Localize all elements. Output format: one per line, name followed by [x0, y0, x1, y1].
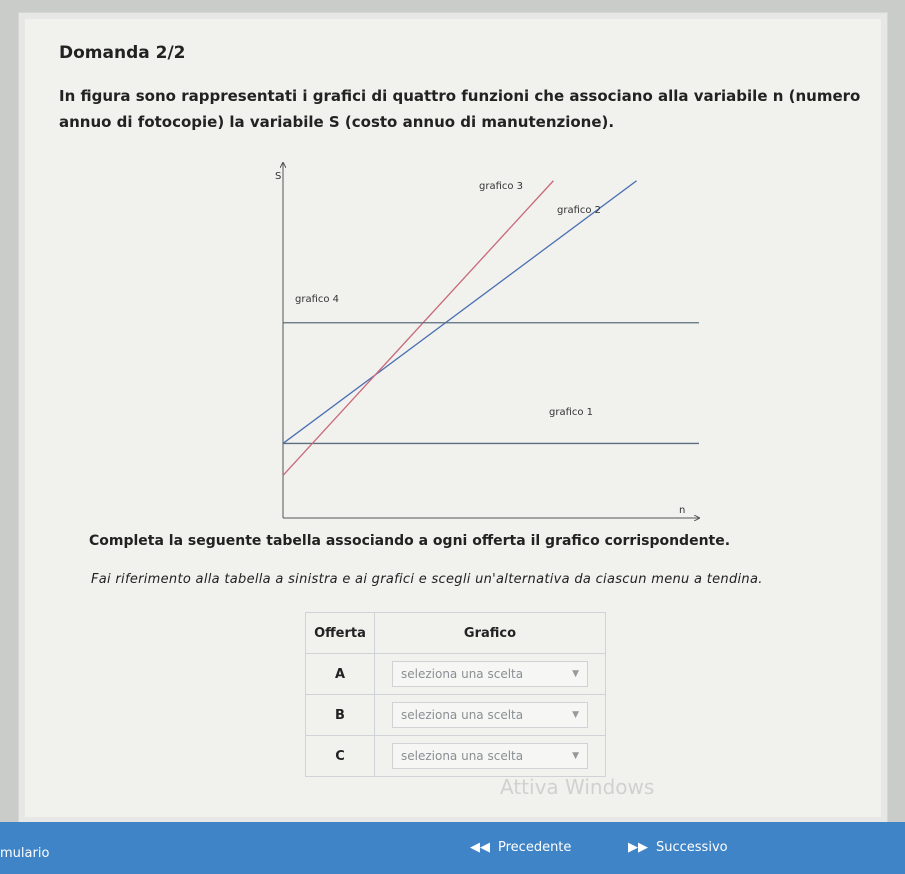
double-chevron-right-icon: ▶▶ — [628, 840, 648, 855]
series-label-4: grafico 4 — [295, 294, 340, 305]
question-title: Domanda 2/2 — [59, 43, 186, 63]
chevron-down-icon: ▼ — [572, 751, 579, 761]
series-label-1: grafico 1 — [549, 407, 594, 418]
header-offerta: Offerta — [306, 613, 375, 654]
chevron-down-icon: ▼ — [572, 710, 579, 720]
previous-label: Precedente — [498, 840, 572, 855]
table-row — [306, 695, 606, 736]
series-label-3: grafico 3 — [479, 181, 524, 192]
table-header-row — [306, 613, 606, 654]
graph-select-b[interactable] — [392, 702, 588, 728]
graph-select-a[interactable] — [392, 661, 588, 687]
footer-bar — [0, 822, 905, 874]
functions-chart — [239, 153, 719, 523]
select-value: seleziona una scelta — [401, 749, 524, 763]
reference-instruction: Fai riferimento alla tabella a sinistra e ai grafici e scegli un'alternativa da ciascun menu a tendina. — [91, 572, 763, 587]
graph-select-cell — [375, 695, 606, 736]
next-label: Successivo — [656, 840, 728, 855]
x-axis-label: n — [679, 505, 686, 516]
offer-c-cell: C — [306, 736, 375, 777]
offer-graph-table — [305, 612, 606, 777]
offer-b-cell: B — [306, 695, 375, 736]
next-button[interactable] — [628, 840, 728, 855]
select-value: seleziona una scelta — [401, 667, 524, 681]
chevron-down-icon: ▼ — [572, 669, 579, 679]
series-label-2: grafico 2 — [557, 205, 602, 216]
question-intro: In figura sono rappresentati i grafici di quattro funzioni che associano alla variabile n (numero annuo di fotocopie) la variabile S (costo annuo di manutenzione). — [59, 87, 861, 131]
offer-a-cell: A — [306, 654, 375, 695]
previous-button[interactable] — [470, 840, 571, 855]
windows-activation-watermark: Attiva Windows — [500, 775, 655, 799]
double-chevron-left-icon: ◀◀ — [470, 840, 490, 855]
header-grafico: Grafico — [375, 613, 606, 654]
form-label: mulario — [0, 846, 50, 861]
select-value: seleziona una scelta — [401, 708, 524, 722]
table-row — [306, 654, 606, 695]
complete-instruction: Completa la seguente tabella associando a ogni offerta il grafico corrispondente. — [89, 533, 731, 549]
graph-select-cell — [375, 654, 606, 695]
graph-select-c[interactable] — [392, 743, 588, 769]
series-line-2 — [283, 181, 637, 444]
table-row — [306, 736, 606, 777]
chart-svg — [239, 153, 719, 523]
graph-select-cell — [375, 736, 606, 777]
series-line-3 — [283, 181, 553, 476]
y-axis-label: S — [275, 171, 282, 182]
